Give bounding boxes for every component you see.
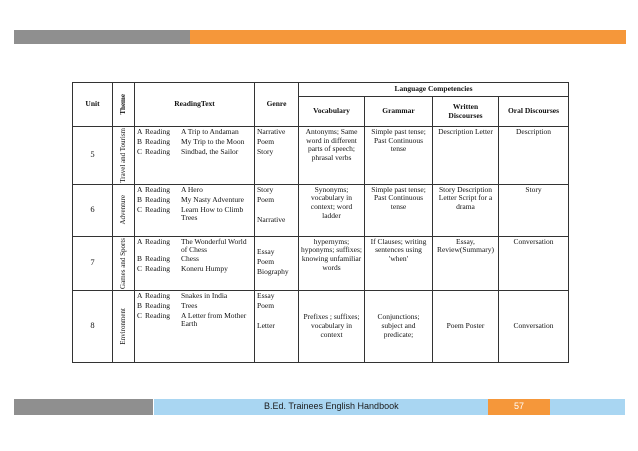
theme-cell (113, 290, 135, 362)
reading-letter: C (137, 147, 143, 156)
grammar-cell: Conjunctions; subject and predicate; (365, 290, 433, 362)
reading-title: My Nasty Adventure (181, 194, 244, 204)
theme-label: Travel and Tourism (119, 128, 128, 183)
genre-item: Poem (257, 300, 275, 310)
reading-title: Chess (181, 253, 199, 263)
header-vocabulary: Vocabulary (299, 97, 365, 127)
reading-type: Reading (145, 184, 170, 194)
header-grey-bar (14, 30, 190, 44)
reading-letter: A (137, 184, 143, 194)
genre-item: Narrative (257, 214, 286, 224)
reading-title: A Trip to Andaman (181, 127, 239, 136)
reading-type: Reading (145, 263, 170, 273)
reading-item (137, 265, 252, 275)
genre-cell (255, 127, 299, 185)
vocabulary-cell: hypernyms; hyponyms; suffixes; knowing unfamiliar words (299, 236, 365, 290)
unit-number: 8 (73, 290, 113, 362)
reading-letter: B (137, 253, 143, 263)
reading-type: Reading (145, 147, 170, 156)
reading-item (137, 312, 252, 329)
genre-item: Letter (257, 320, 275, 330)
theme-cell (113, 236, 135, 290)
syllabus-table (72, 82, 569, 363)
reading-letter: A (137, 236, 143, 246)
reading-title: Koneru Humpy (181, 263, 228, 273)
footer-page-block (488, 399, 550, 415)
readings-cell (135, 236, 255, 290)
header-language-competencies: Language Competencies (299, 83, 569, 97)
genre-cell (255, 184, 299, 236)
unit-number: 5 (73, 127, 113, 185)
vocabulary-cell: Synonyms; vocabulary in context; word ladder (299, 184, 365, 236)
reading-title: The Wonderful World of Chess (181, 236, 247, 255)
header-grammar: Grammar (365, 97, 433, 127)
reading-item (137, 206, 252, 223)
written-discourse-cell: Story Description Letter Script for a drama (433, 184, 499, 236)
unit-number: 6 (73, 184, 113, 236)
table-row (73, 236, 569, 290)
header-oral-discourses: Oral Discourses (499, 97, 569, 127)
written-discourse-cell: Poem Poster (433, 290, 499, 362)
reading-title: Learn How to Climb Trees (181, 204, 244, 223)
header-theme-label: Theme (119, 94, 128, 115)
grammar-cell: Simple past tense; Past Continuous tense (365, 184, 433, 236)
reading-type: Reading (145, 194, 170, 204)
reading-item (137, 148, 252, 158)
reading-letter: C (137, 310, 143, 320)
reading-title: Trees (181, 300, 198, 310)
genre-item: Narrative (257, 127, 286, 136)
genre-item: Poem (257, 194, 275, 204)
vocabulary-cell: Antonyms; Same word in different parts of speech; phrasal verbs (299, 127, 365, 185)
reading-letter: C (137, 263, 143, 273)
reading-letter: A (137, 290, 143, 300)
reading-letter: B (137, 137, 143, 146)
reading-letter: A (137, 127, 143, 136)
reading-letter: B (137, 300, 143, 310)
genre-item: Poem (257, 256, 275, 266)
footer-title: B.Ed. Trainees English Handbook (264, 401, 399, 411)
grammar-cell: Simple past tense; Past Continuous tense (365, 127, 433, 185)
reading-type: Reading (145, 253, 170, 263)
theme-label: Adventure (119, 195, 128, 225)
reading-title: A Letter from Mother Earth (181, 310, 247, 329)
readings-cell (135, 127, 255, 185)
footer-grey-block (14, 399, 153, 415)
theme-cell (113, 184, 135, 236)
reading-type: Reading (145, 127, 170, 136)
unit-number: 7 (73, 236, 113, 290)
reading-title: A Hero (181, 184, 203, 194)
genre-cell (255, 236, 299, 290)
reading-type: Reading (145, 300, 170, 310)
readings-cell (135, 290, 255, 362)
reading-title: Snakes in India (181, 290, 228, 300)
reading-title: Sindbad, the Sailor (181, 147, 239, 156)
table-row (73, 184, 569, 236)
genre-item: Story (257, 147, 274, 156)
header-orange-bar (190, 30, 626, 44)
reading-item (137, 238, 252, 255)
written-discourse-cell: Essay, Review(Summary) (433, 236, 499, 290)
header-reading-text: ReadingText (135, 83, 255, 127)
reading-type: Reading (145, 236, 170, 246)
genre-cell (255, 290, 299, 362)
oral-discourse-cell: Description (499, 127, 569, 185)
grammar-cell: If Clauses; writing sentences using 'when' (365, 236, 433, 290)
reading-type: Reading (145, 204, 170, 214)
reading-type: Reading (145, 290, 170, 300)
genre-item: Essay (257, 290, 275, 300)
footer-bar (14, 399, 627, 415)
genre-item: Biography (257, 266, 289, 276)
theme-label: Games and Sports (119, 237, 128, 289)
page-number: 57 (514, 401, 525, 411)
header-written-discourses: Written Discourses (433, 97, 499, 127)
header-unit: Unit (73, 83, 113, 127)
reading-type: Reading (145, 137, 170, 146)
genre-item: Essay (257, 246, 275, 256)
header-genre: Genre (255, 83, 299, 127)
reading-letter: C (137, 204, 143, 214)
reading-letter: B (137, 194, 143, 204)
written-discourse-cell: Description Letter (433, 127, 499, 185)
table-row (73, 290, 569, 362)
reading-title: My Trip to the Moon (181, 137, 245, 146)
oral-discourse-cell: Story (499, 184, 569, 236)
genre-item: Story (257, 184, 274, 194)
oral-discourse-cell: Conversation (499, 290, 569, 362)
reading-type: Reading (145, 310, 170, 320)
table-row (73, 127, 569, 185)
header-theme (113, 83, 135, 127)
genre-item: Poem (257, 137, 275, 146)
oral-discourse-cell: Conversation (499, 236, 569, 290)
theme-cell (113, 127, 135, 185)
theme-label: Environment (119, 307, 128, 345)
vocabulary-cell: Prefixes ; suffixes; vocabulary in context (299, 290, 365, 362)
readings-cell (135, 184, 255, 236)
